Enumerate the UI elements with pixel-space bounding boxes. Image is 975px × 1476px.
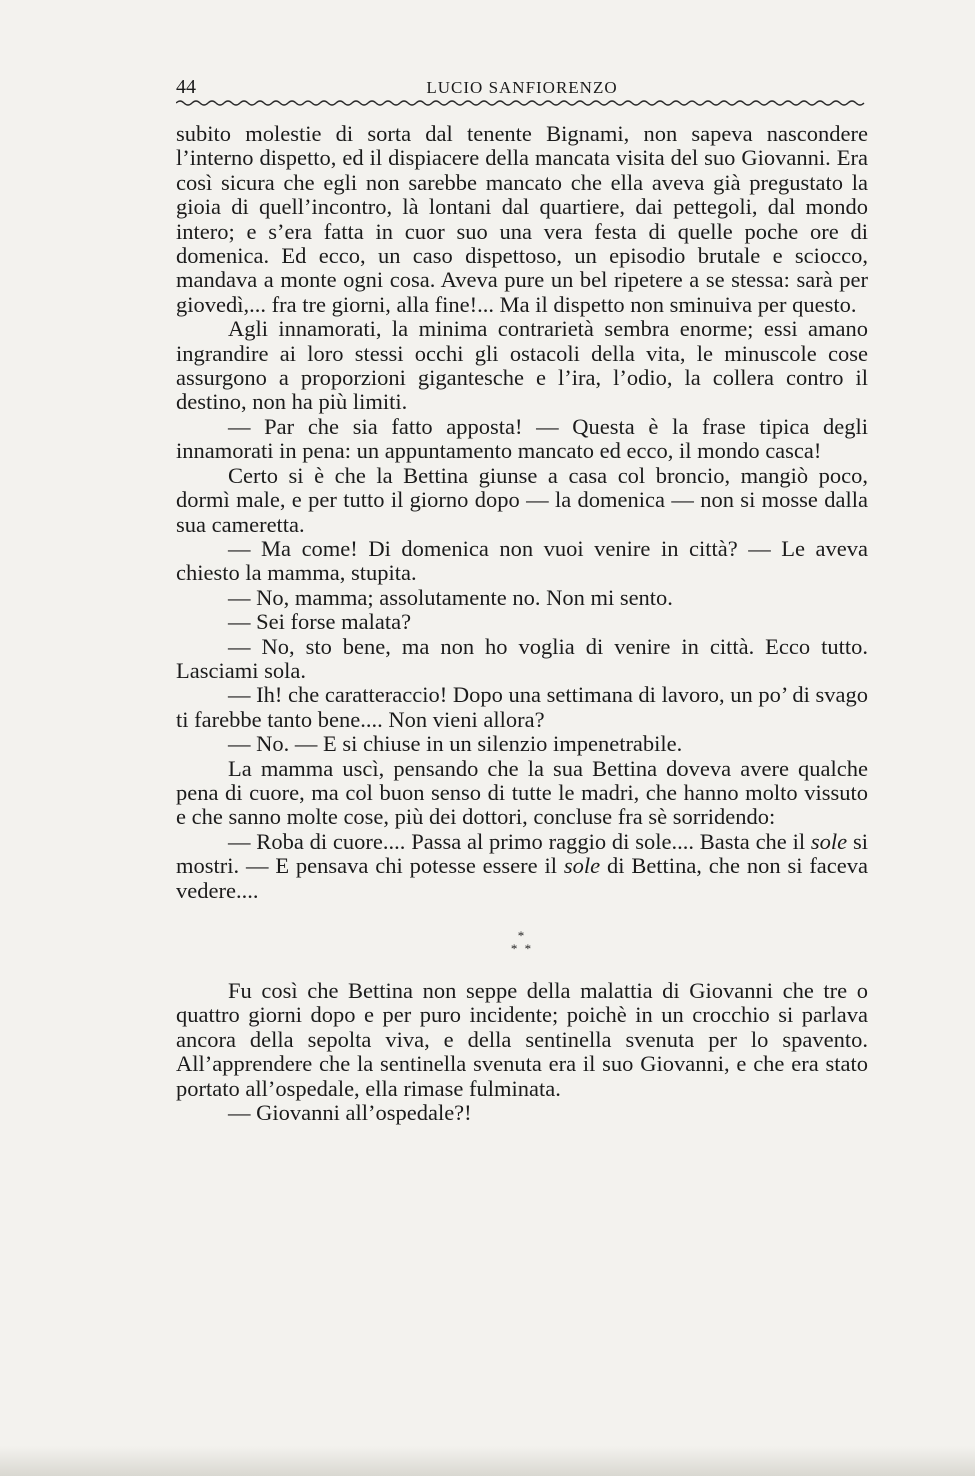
- paragraph: — Par che sia fatto apposta! — Questa è la frase tipica degli innamorati in pena: un appuntamento mancato ed ecco, il mondo casca!: [176, 413, 868, 464]
- chapter-text: [176, 122, 868, 1125]
- paragraph: — No. — E si chiuse in un silenzio impenetrabile.: [228, 731, 683, 757]
- paragraph: La mamma uscì, pensando che la sua Bettina doveva avere qualche pena di cuore, ma col buon senso di tutte le madri, che hanno molto vissuto e che sanno molte cose, più dei dottori, concluse fra sè sorridendo:: [176, 755, 868, 830]
- paragraph-sole: [176, 830, 868, 903]
- paragraph: subito molestie di sorta dal tenente Bignami, non sapeva nascondere l’interno dispetto, ed il dispiacere della mancata visita del suo Giovanni. Era così sicura che egli non sarebbe mancato che ella aveva già pregustato la gioia di quell’incontro, là lontani dal quartiere, dai pettegoli, dal mondo intero; e s’era fatta in cuor suo una vera festa di quelle poche ore di domenica. Ed ecco, un caso dispettoso, un episodio brutale e sciocco, mandava a monte ogni cosa. Aveva pure un bel ripetere a se stessa: sarà per giovedì,... fra tre giorni, alla fine!... Ma il dispetto non sminuiva per questo.: [176, 121, 868, 317]
- paragraph: Certo si è che la Bettina giunse a casa col broncio, mangiò poco, dormì male, e per tutto il giorno dopo — la domenica — non si mosse dalla sua cameretta.: [176, 462, 868, 537]
- italic-word: sole: [810, 828, 848, 854]
- paragraph: — No, sto bene, ma non ho voglia di venire in città. Ecco tutto. Lasciami sola.: [176, 633, 868, 683]
- paragraph: Fu così che Bettina non seppe della malattia di Giovanni che tre o quattro giorni dopo e per puro incidente; poichè in un crocchio si parlava ancora della sepolta viva, e della sentinella svenuta per lo spavento. All’apprendere che la sentinella svenuta era il suo Giovanni, e che era stato portato all’ospedale, ella rimase fulminata.: [176, 978, 868, 1101]
- paragraph: — Ma come! Di domenica non vuoi venire in città? — Le aveva chiesto la mamma, stupita.: [176, 535, 868, 586]
- paragraph: — Ih! che caratteraccio! Dopo una settimana di lavoro, un po’ di svago ti farebbe tanto bene.... Non vieni allora?: [176, 682, 868, 732]
- section-break-asterism: [176, 929, 868, 955]
- italic-word: sole: [563, 853, 601, 879]
- paragraph: — Sei forse malata?: [228, 609, 412, 635]
- asterism-top: *: [517, 928, 527, 943]
- paragraph: — No, mamma; assolutamente no. Non mi sento.: [228, 584, 673, 610]
- paragraph: Agli innamorati, la minima contrarietà sembra enorme; essi amano ingrandire ai loro stessi occhi gli ostacoli della vita, le minuscole cose assurgono a proporzioni gigantesche e l’ira, l’odio, la collera contro il destino, non ha più limiti.: [176, 316, 868, 415]
- paragraph: — Giovanni all’ospedale?!: [228, 1100, 472, 1126]
- text-span: — Roba di cuore.... Passa al primo raggio di sole.... Basta che il: [228, 828, 811, 854]
- page-number: 44: [176, 76, 196, 98]
- running-head: LUCIO SANFIORENZO: [426, 78, 618, 97]
- asterism-bottom: * *: [510, 941, 534, 956]
- page-header: [176, 72, 868, 106]
- text-span: di Bettina, che non si faceva vedere....: [176, 853, 869, 903]
- text-span: si mostri. — E pensava chi potesse essere il: [176, 828, 868, 879]
- decorative-wavy-rule: [176, 98, 868, 108]
